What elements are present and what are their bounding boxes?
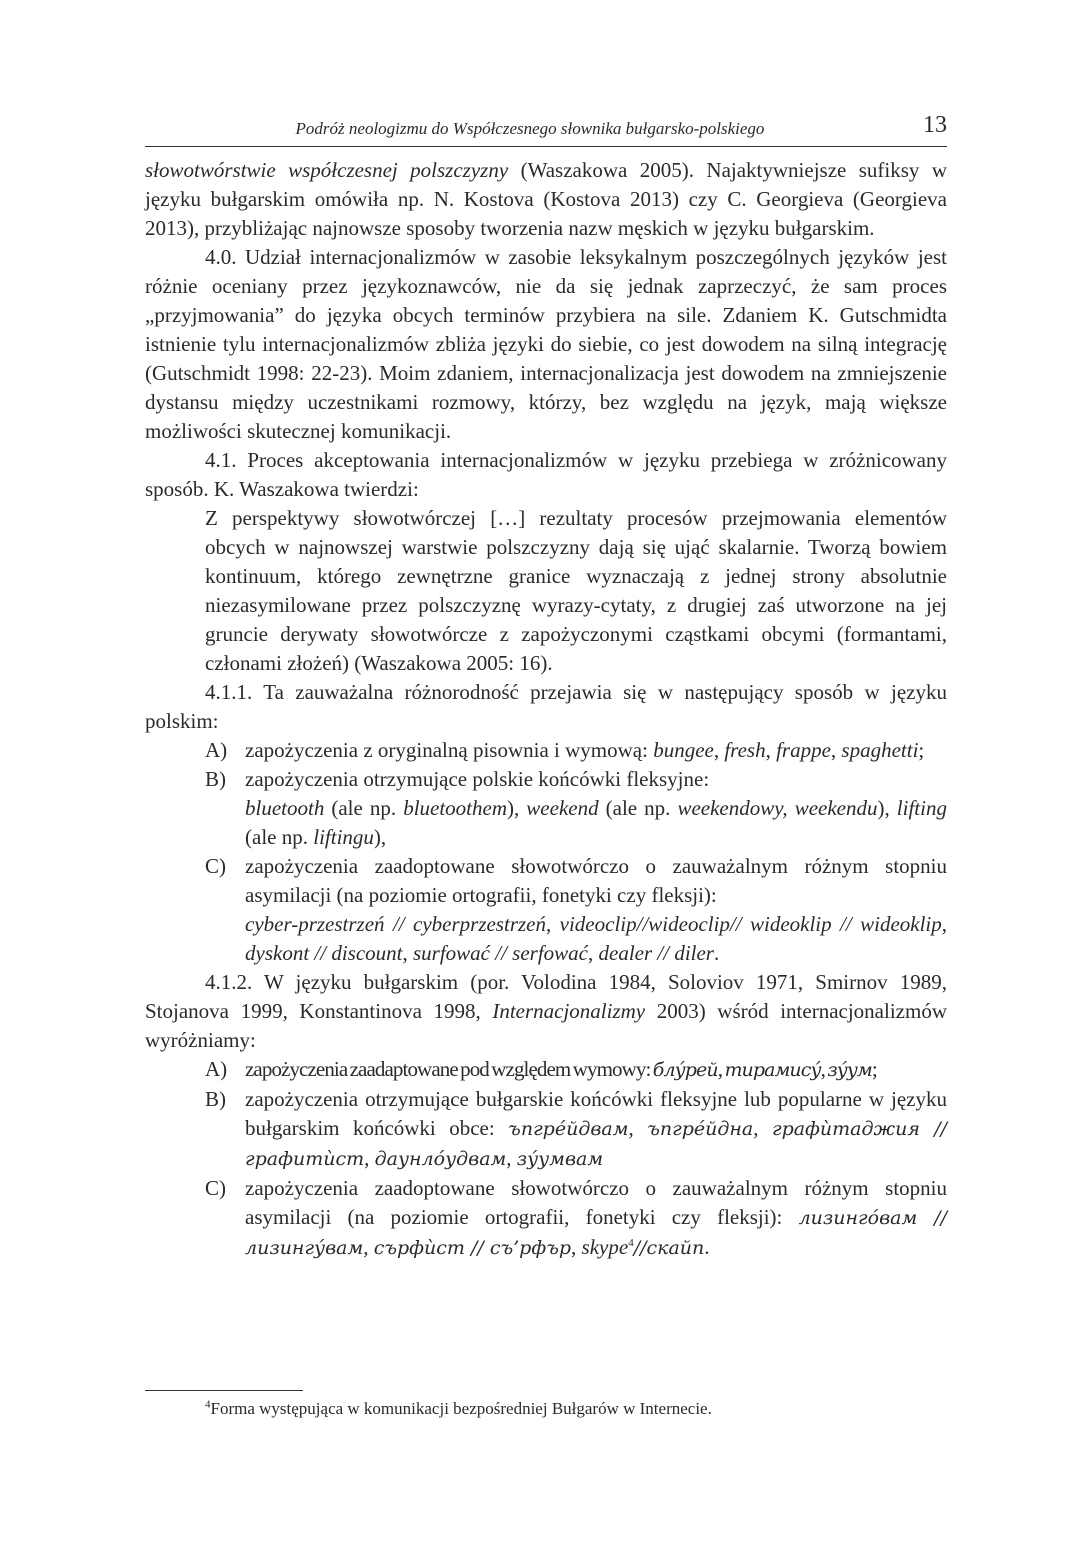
paragraph-4-1: 4.1. Proces akceptowania internacjonalizmów w języku przebiega w zróżnicowany sposób. K. Waszakowa twierdzi: — [145, 448, 947, 501]
paragraph-1: słowotwórstwie współczesnej polszczyzny (Waszakowa 2005). Najaktywniejsze sufiksy w języku bułgarskim omówiła np. N. Kostova (Kostova 2013) czy C. Georgieva (Georgieva 2013), przybliżając najnowsze sposoby tworzenia nazw męskich w języku bułgarskim. — [145, 158, 948, 240]
running-title: Podróż neologizmu do Współczesnego słownika bułgarsko-polskiego — [295, 119, 765, 138]
list-label: A) — [205, 738, 228, 762]
examples-line: cyber-przestrzeń // cyberprzestrzeń, videoclip//wideoclip// wideoklip // wideoklip, dyskont // discount, surfować // serfować, dealer // diler. — [245, 912, 948, 965]
quote-text: Z perspektywy słowotwórczej […] rezultaty procesów przejmowania elementów obcych w najnowszej warstwie polszczyzny dają się ująć skalarnie. Tworzą bowiem kontinuum, którego zewnętrzne granice wyznaczają z jednej strony absolutnie niezasymilowane przez polszczyznę wyrazy-cytaty, z drugiej zaś utworzone na jej gruncie derywaty słowotwórcze z zapożyczonymi cząstkami obcymi (formantami, członami złożeń) (Waszakowa 2005: 16). — [205, 506, 947, 675]
paragraph-4-1-2: 4.1.2. W języku bułgarskim (por. Volodina 1984, Soloviov 1971, Smirnov 1989, Stojanova 1999, Konstantinova 1998, Internacjonalizmy 2003) wśród internacjonalizmów wyróżniamy: — [145, 970, 947, 1052]
examples-line: bluetooth (ale np. bluetoothem), weekend (ale np. weekendowy, weekendu), lifting (ale np. liftingu), — [245, 796, 947, 849]
footnote — [205, 1399, 712, 1419]
block-quote — [145, 504, 947, 678]
list-item-bulgarian-a: A) zapożyczenia zaadaptowane pod względem wymowy: блу́рей, тирамису́, зу́ум; — [145, 1055, 947, 1085]
page-number: 13 — [923, 112, 947, 138]
list-label: B) — [205, 767, 226, 791]
footnote-text: Forma występująca w komunikacji bezpośredniej Bułgarów w Internecie. — [210, 1399, 712, 1418]
list-label: C) — [205, 1176, 226, 1200]
paragraph-4-0: 4.0. Udział internacjonalizmów w zasobie leksykalnym poszczególnych języków jest różnie oceniany przez językoznawców, nie da się jednak zaprzeczyć, że sam proces „przyjmowania” do języka obcych terminów przybiera na sile. Zdaniem K. Gutschmidta istnienie tylu internacjonalizmów zbliża języki do siebie, co jest dowodem na silną integrację (Gutschmidt 1998: 22-23). Moim zdaniem, internacjonalizacja jest dowodem na zmniejszenie dystansu między uczestnikami rozmowy, którzy, bez względu na język, mają większe możliwości skutecznej komunikacji. — [145, 245, 947, 443]
list-item-polish-c: C) zapożyczenia zaadoptowane słowotwórczo o zauważalnym różnym stopniu asymilacji (na poziomie ortografii, fonetyki czy fleksji): cyber-przestrzeń // cyberprzestrzeń, videoclip//wideoclip// wideoklip // wideoklip, dyskont // discount, surfować // serfować, dealer // diler. — [145, 852, 947, 968]
footnote-reference[interactable]: 4 — [628, 1237, 634, 1249]
list-item-bulgarian-c: C) zapożyczenia zaadoptowane słowotwórczo o zauważalnym różnym stopniu asymilacji (na poziomie ortografii, fonetyki czy fleksji): лизинго́вам // лизингу́вам, сърфѝст // съ’рфър, skype$^4$//скайп. — [205, 1176, 947, 1259]
list-item-polish-b: B) zapożyczenia otrzymujące polskie końcówki fleksyjne: bluetooth (ale np. bluetoothem), weekend (ale np. weekendowy, weekendu), lifting (ale np. liftingu), — [145, 765, 947, 852]
running-header — [145, 112, 947, 147]
main-text — [145, 156, 947, 1263]
footnote-number: 4 — [205, 1398, 211, 1411]
list-item-bulgarian-b: B) zapożyczenia otrzymujące bułgarskie końcówki fleksyjne lub popularne w języku bułgarskim końcówki obce: ъпгре́йдвам, ъпгре́йдна, графѝтаджия // графитѝст, даунло́удвам, зу́умвам — [205, 1087, 948, 1170]
list-label: A) — [205, 1057, 228, 1081]
paragraph-4-1-1: 4.1.1. Ta zauważalna różnorodność przejawia się w następujący sposób w języku polskim: — [145, 680, 947, 733]
list-item-polish-a: A) zapożyczenia z oryginalną pisownia i wymową: bungee, fresh, frappe, spaghetti; — [145, 736, 947, 765]
list-label: B) — [205, 1087, 226, 1111]
list-label: C) — [205, 854, 226, 878]
footnote-divider — [145, 1390, 303, 1391]
